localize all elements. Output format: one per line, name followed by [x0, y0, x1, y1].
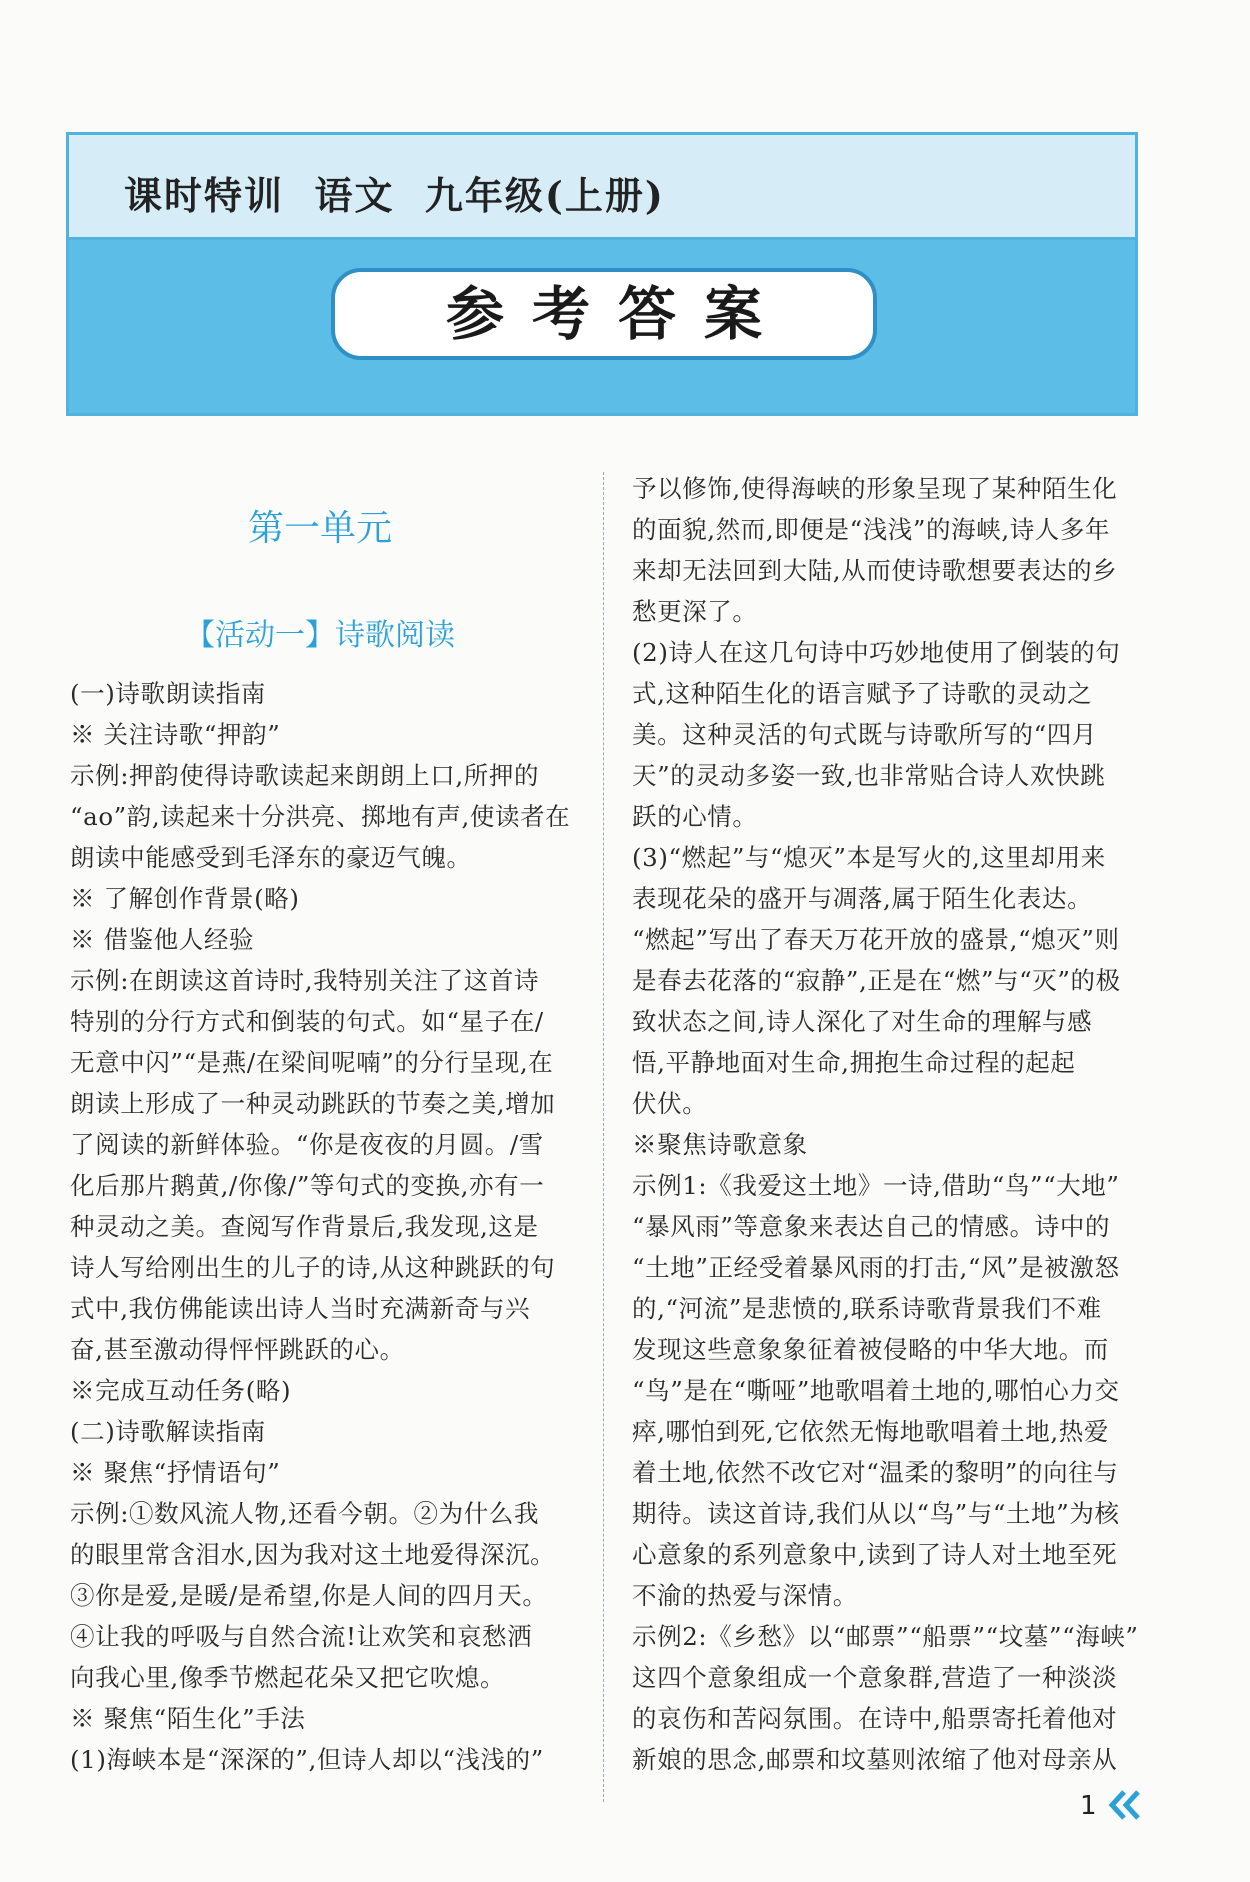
- text-line: 示例:押韵使得诗歌读起来朗朗上口,所押的: [70, 761, 540, 790]
- header-band: [69, 135, 1135, 240]
- text-line: “鸟”是在“嘶哑”地歌唱着土地的,哪怕心力交: [632, 1376, 1120, 1405]
- text-line: 式,这种陌生化的语言赋予了诗歌的灵动之: [632, 679, 1093, 708]
- text-line: 示例2:《乡愁》以“邮票”“船票”“坟墓”“海峡”: [632, 1622, 1139, 1651]
- text-line: 美。这种灵活的句式既与诗歌所写的“四月: [632, 720, 1097, 749]
- answer-title: 参考答案: [445, 280, 790, 348]
- text-line: 悟,平静地面对生命,拥抱生命过程的起起: [632, 1048, 1076, 1077]
- text-line: 诗人写给刚出生的儿子的诗,从这种跳跃的句: [70, 1253, 556, 1282]
- text-line: 奋,甚至激动得怦怦跳跃的心。: [70, 1335, 405, 1364]
- text-line: ④让我的呼吸与自然合流!让欢笑和哀愁洒: [70, 1622, 533, 1651]
- text-line: 种灵动之美。查阅写作背景后,我发现,这是: [70, 1212, 539, 1241]
- text-line: 着土地,依然不改它对“温柔的黎明”的向往与: [632, 1458, 1119, 1487]
- left-column-text: [70, 673, 585, 1780]
- text-line: 是春去花落的“寂静”,正是在“燃”与“灭”的极: [632, 966, 1121, 995]
- text-line: 的眼里常含泪水,因为我对这土地爱得深沉。: [70, 1540, 556, 1569]
- text-line: 的,“河流”是悲愤的,联系诗歌背景我们不难: [632, 1294, 1102, 1323]
- text-line: ※ 聚焦“抒情语句”: [70, 1458, 281, 1487]
- text-line: ※聚焦诗歌意象: [632, 1130, 808, 1159]
- text-line: 跃的心情。: [632, 802, 758, 831]
- text-line: 示例:①数风流人物,还看今朝。②为什么我: [70, 1499, 540, 1528]
- text-line: 新娘的思念,邮票和坟墓则浓缩了他对母亲从: [632, 1745, 1118, 1774]
- text-line: “土地”正经受着暴风雨的打击,“风”是被激怒: [632, 1253, 1120, 1282]
- text-line: 朗读中能感受到毛泽东的豪迈气魄。: [70, 843, 472, 872]
- text-line: 这四个意象组成一个意象群,营造了一种淡淡: [632, 1663, 1118, 1692]
- unit-title: 第一单元: [247, 508, 392, 549]
- text-line: (3)“燃起”与“熄灭”本是写火的,这里却用来: [632, 843, 1106, 872]
- answer-title-box: [331, 268, 877, 360]
- text-line: 向我心里,像季节燃起花朵又把它吹熄。: [70, 1663, 506, 1692]
- header-lower-band: [69, 240, 1135, 413]
- book-title: 课时特训 语文 九年级(上册): [124, 173, 665, 218]
- text-line: ※ 聚焦“陌生化”手法: [70, 1704, 306, 1733]
- text-line: 心意象的系列意象中,读到了诗人对土地至死: [632, 1540, 1118, 1569]
- text-line: 的面貌,然而,即便是“浅浅”的海峡,诗人多年: [632, 515, 1111, 544]
- text-line: 式中,我仿佛能读出诗人当时充满新奇与兴: [70, 1294, 531, 1323]
- text-line: 愁更深了。: [632, 597, 758, 626]
- text-line: ※ 关注诗歌“押韵”: [70, 720, 281, 749]
- right-column-text: [632, 468, 1147, 1780]
- column-divider: [603, 472, 604, 1802]
- text-line: 伏伏。: [632, 1089, 708, 1118]
- text-line: ※ 了解创作背景(略): [70, 884, 300, 913]
- text-line: “暴风雨”等意象来表达自己的情感。诗中的: [632, 1212, 1111, 1241]
- text-line: 无意中闪”“是燕/在梁间呢喃”的分行呈现,在: [70, 1048, 554, 1077]
- text-line: 化后那片鹅黄,/你像/”等句式的变换,亦有一: [70, 1171, 545, 1200]
- text-line: 特别的分行方式和倒装的句式。如“星子在/: [70, 1007, 544, 1036]
- text-line: 瘁,哪怕到死,它依然无悔地歌唱着土地,热爱: [632, 1417, 1109, 1446]
- text-line: 天”的灵动多姿一致,也非常贴合诗人欢快跳: [632, 761, 1106, 790]
- text-line: 不渝的热爱与深情。: [632, 1581, 858, 1610]
- text-line: (一)诗歌朗读指南: [70, 679, 267, 708]
- text-line: ※ 借鉴他人经验: [70, 925, 255, 954]
- activity-title: 【活动一】诗歌阅读: [185, 618, 455, 653]
- text-line: 示例:在朗读这首诗时,我特别关注了这首诗: [70, 966, 540, 995]
- text-line: (二)诗歌解读指南: [70, 1417, 267, 1446]
- text-line: 期待。读这首诗,我们从以“鸟”与“土地”为核: [632, 1499, 1120, 1528]
- text-line: 发现这些意象象征着被侵略的中华大地。而: [632, 1335, 1109, 1364]
- text-line: 致状态之间,诗人深化了对生命的理解与感: [632, 1007, 1093, 1036]
- double-chevron-left-icon: [1104, 1788, 1144, 1822]
- text-line: “燃起”写出了春天万花开放的盛景,“熄灭”则: [632, 925, 1120, 954]
- page-number: 1: [1080, 1791, 1097, 1821]
- text-line: 了阅读的新鲜体验。“你是夜夜的月圆。/雪: [70, 1130, 544, 1159]
- text-line: 的哀伤和苦闷氛围。在诗中,船票寄托着他对: [632, 1704, 1118, 1733]
- text-line: 示例1:《我爱这土地》一诗,借助“鸟”“大地”: [632, 1171, 1120, 1200]
- text-line: 予以修饰,使得海峡的形象呈现了某种陌生化: [632, 474, 1118, 503]
- text-line: 来却无法回到大陆,从而使诗歌想要表达的乡: [632, 556, 1118, 585]
- text-line: ※完成互动任务(略): [70, 1376, 292, 1405]
- text-line: “ao”韵,读起来十分洪亮、掷地有声,使读者在: [70, 802, 571, 831]
- text-line: 朗读上形成了一种灵动跳跃的节奏之美,增加: [70, 1089, 556, 1118]
- text-line: 表现花朵的盛开与凋落,属于陌生化表达。: [632, 884, 1093, 913]
- header-banner: [66, 132, 1138, 416]
- text-line: (1)海峡本是“深深的”,但诗人却以“浅浅的”: [70, 1745, 544, 1774]
- text-line: (2)诗人在这几句诗中巧妙地使用了倒装的句: [632, 638, 1121, 667]
- text-line: ③你是爱,是暖/是希望,你是人间的四月天。: [70, 1581, 548, 1610]
